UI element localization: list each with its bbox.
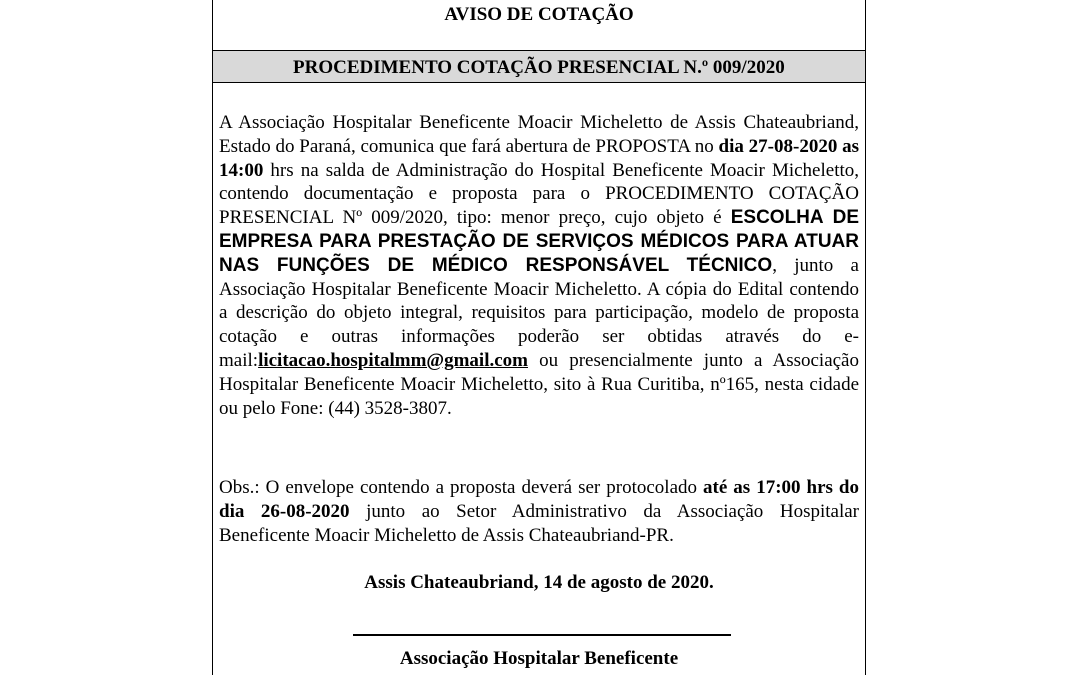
notice-text-contact: ou presencialmente junto a Associação Hospitalar Beneficente Moacir Micheletto, sito à Rua Curitiba, nº165, nesta cidade ou pelo Fone: (44) 3528-3807. bbox=[219, 349, 859, 419]
object-description: ESCOLHA DE EMPRESA PARA PRESTAÇÃO DE SERVIÇOS MÉDICOS PARA ATUAR NAS FUNÇÕES DE MÉDICO RESPONSÁVEL TÉCNICO bbox=[219, 207, 859, 276]
signature-line bbox=[353, 634, 731, 636]
observation-text-end: junto ao Setor Administrativo da Associação Hospitalar Beneficente Moacir Micheletto de Assis Chateaubriand-PR. bbox=[219, 500, 859, 546]
notice-text-edital: , junto a Associação Hospitalar Beneficente Moacir Micheletto. A cópia do Edital contendo a descrição do objeto integral, requisitos para participação, modelo de proposta cotação e outras informações poderão ser obtidas através do e-mail: bbox=[219, 254, 859, 371]
deadline: até as 17:00 hrs do dia 26-08-2020 bbox=[219, 477, 859, 522]
document-frame bbox=[212, 0, 866, 675]
notice-text-intro: A Associação Hospitalar Beneficente Moacir Micheletto de Assis Chateaubriand, Estado do Paraná, comunica que fará abertura de PROPOSTA no bbox=[219, 112, 859, 157]
procedure-header-band bbox=[213, 50, 865, 83]
email-link[interactable]: licitacao.hospitalmm@gmail.com bbox=[258, 349, 528, 371]
signature-name: Associação Hospitalar Beneficente bbox=[399, 648, 679, 669]
procedure-title: PROCEDIMENTO COTAÇÃO PRESENCIAL N.º 009/2020 bbox=[293, 57, 785, 78]
notice-text-procedure: hrs na salda de Administração do Hospital Beneficente Moacir Micheletto, contendo documentação e proposta para o PROCEDIMENTO COTAÇÃO PRESENCIAL Nº 009/2020, tipo: menor preço, cujo objeto é bbox=[219, 159, 859, 229]
opening-date: dia 27-08-2020 as 14:00 bbox=[219, 135, 859, 181]
observation-paragraph bbox=[219, 476, 859, 547]
place-and-date: Assis Chateaubriand, 14 de agosto de 2020. bbox=[364, 572, 714, 593]
document-title: AVISO DE COTAÇÃO bbox=[444, 4, 634, 25]
observation-text-intro: Obs.: O envelope contendo a proposta deverá ser protocolado bbox=[219, 477, 704, 498]
notice-paragraph bbox=[219, 111, 859, 420]
